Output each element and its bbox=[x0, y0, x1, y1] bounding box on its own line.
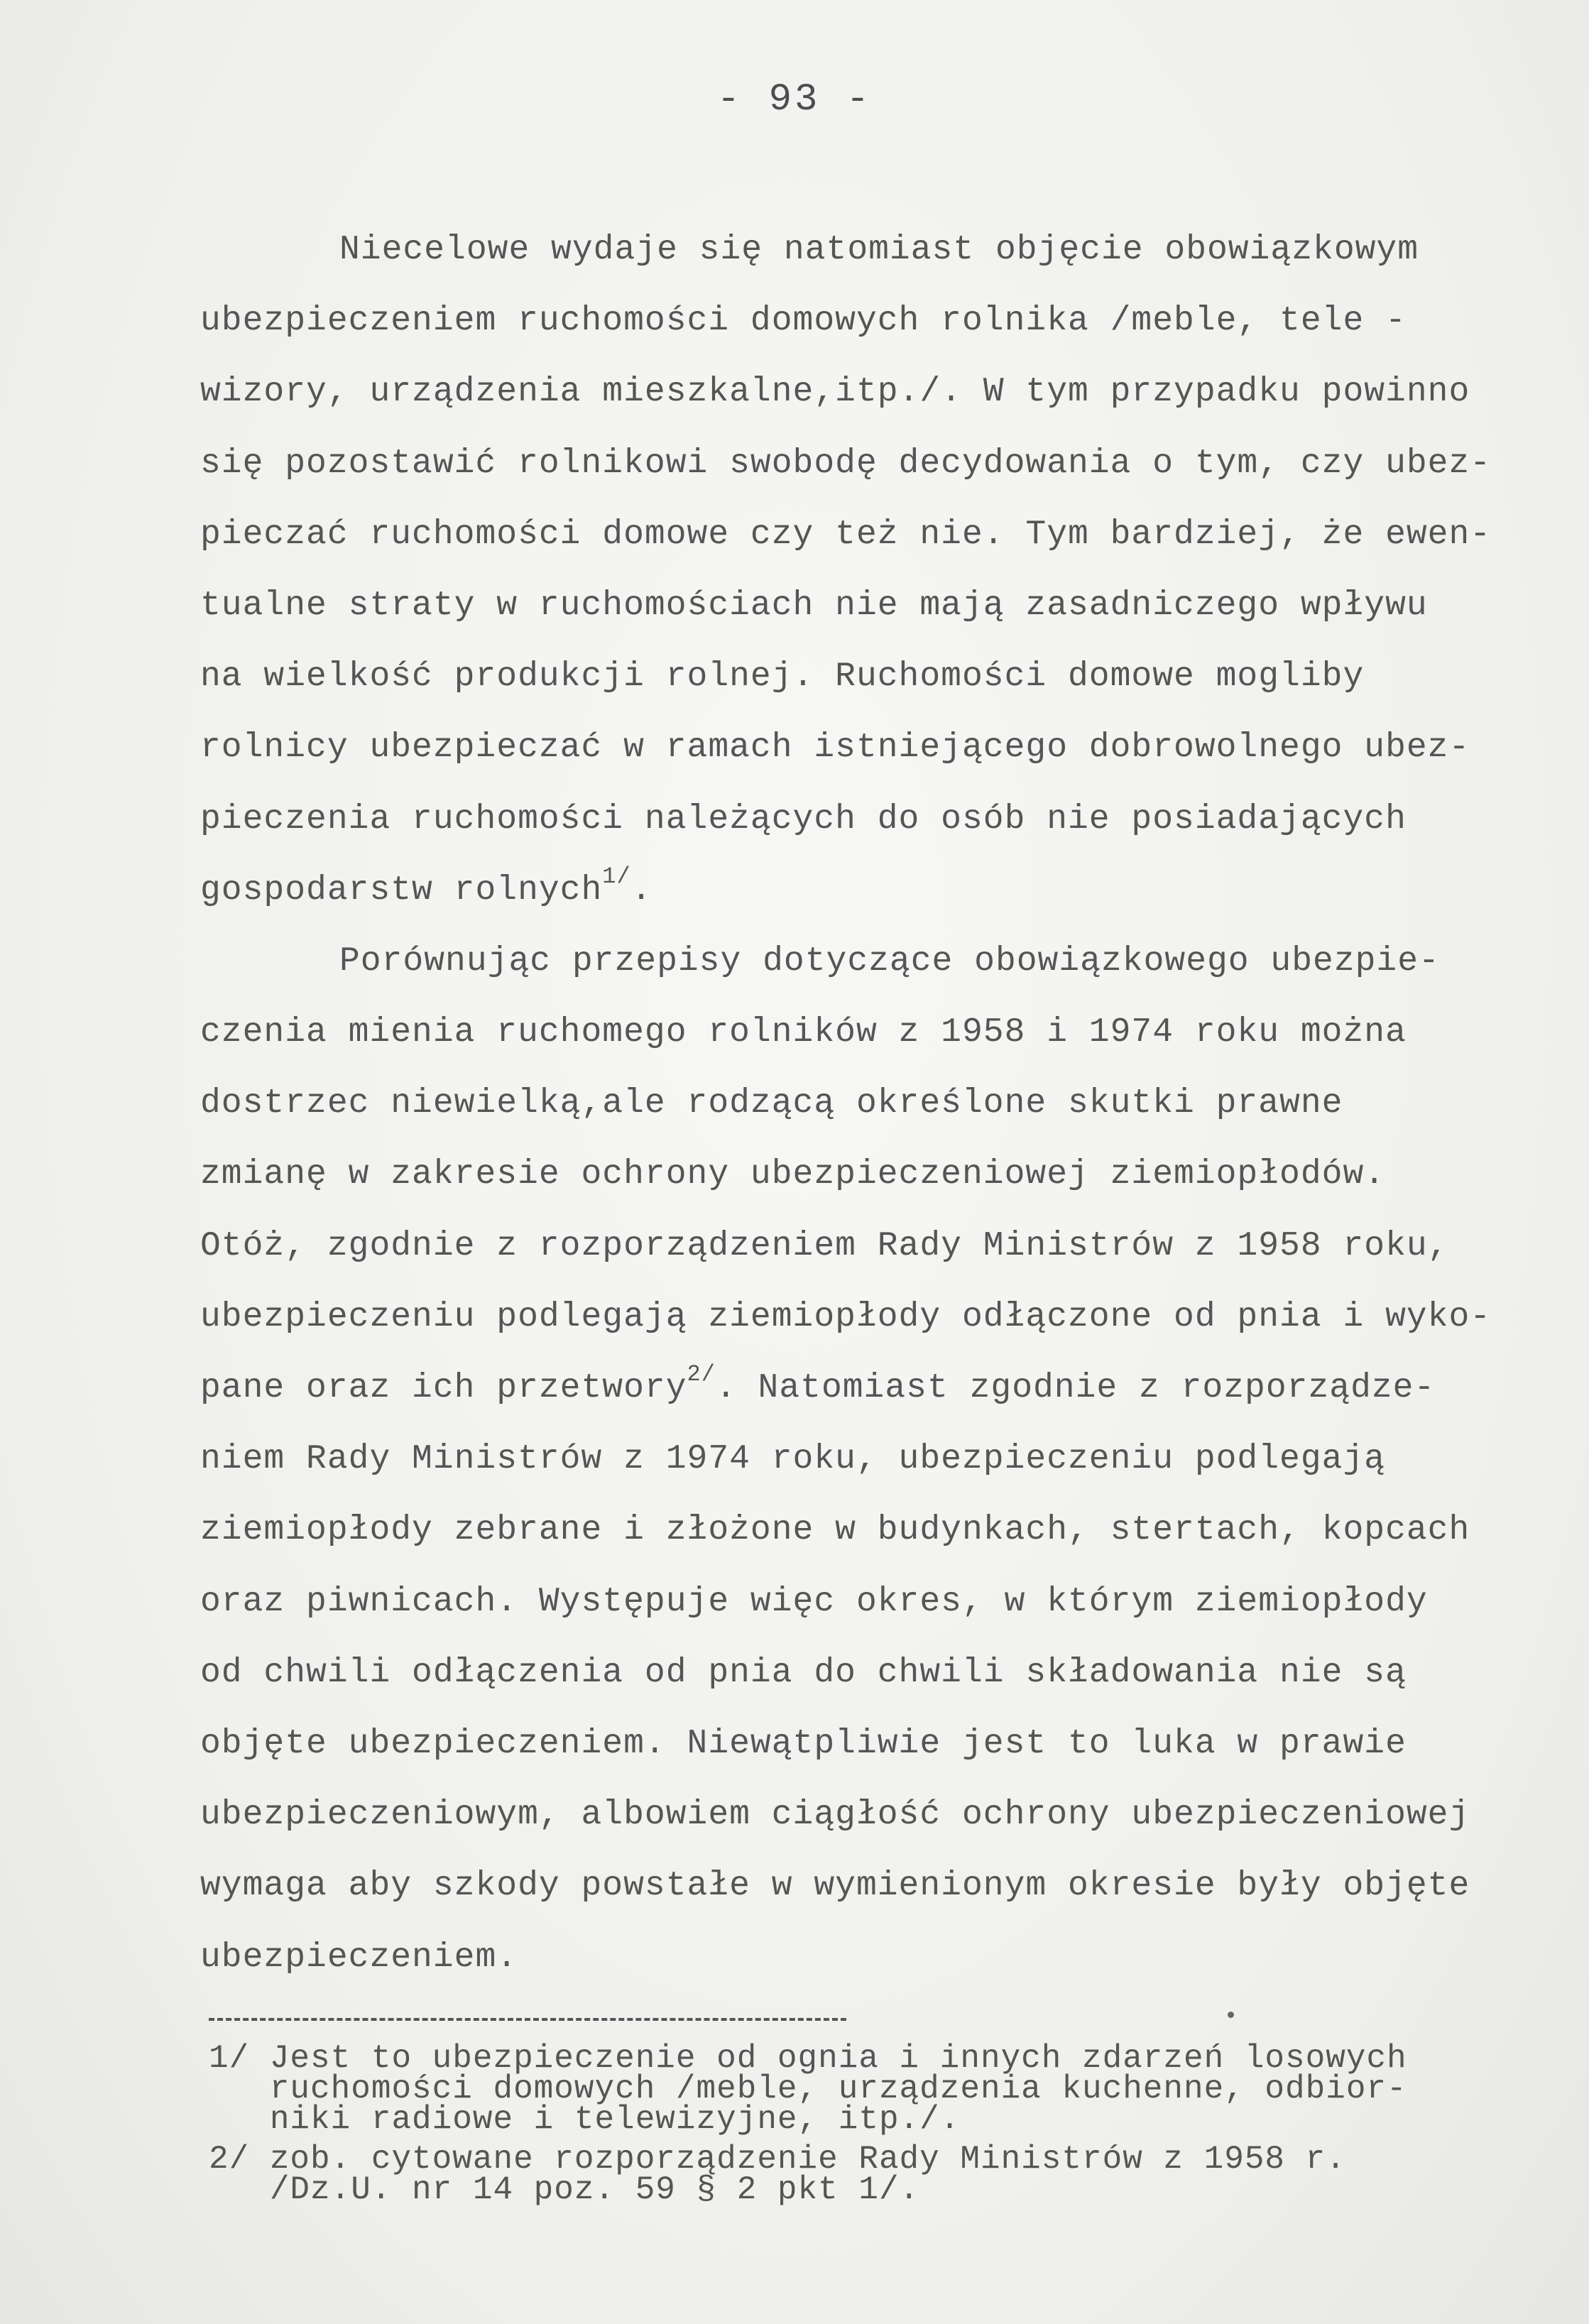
footnote-1-line: ruchomości domowych /meble, urządzenia kuchenne, odbior- bbox=[209, 2071, 1407, 2107]
footnote-2-line: 2/ zob. cytowane rozporządzenie Rady Ministrów z 1958 r. bbox=[209, 2141, 1346, 2178]
footnote-1-line: 1/ Jest to ubezpieczenie od ognia i innych zdarzeń losowych bbox=[209, 2040, 1407, 2077]
text-line: od chwili odłączenia od pnia do chwili składowania nie są bbox=[200, 1653, 1407, 1692]
text-fragment: . bbox=[630, 871, 652, 910]
footnote-2-line: /Dz.U. nr 14 poz. 59 § 2 pkt 1/. bbox=[209, 2171, 920, 2208]
text-line: Otóż, zgodnie z rozporządzeniem Rady Ministrów z 1958 roku, bbox=[200, 1226, 1449, 1265]
footnotes bbox=[209, 2040, 1558, 2208]
text-line: zmianę w zakresie ochrony ubezpieczeniowej ziemiopłodów. bbox=[200, 1155, 1386, 1194]
text-line: ubezpieczeniu podlegają ziemiopłody odłączone od pnia i wyko- bbox=[200, 1297, 1492, 1336]
text-line: się pozostawić rolnikowi swobodę decydowania o tym, czy ubez- bbox=[200, 444, 1492, 483]
text-line: rolnicy ubezpieczać w ramach istniejącego dobrowolnego ubez- bbox=[200, 729, 1470, 768]
text-line: wymaga aby szkody powstałe w wymienionym okresie były objęte bbox=[200, 1867, 1470, 1906]
text-line: wizory, urządzenia mieszkalne,itp./. W tym przypadku powinno bbox=[200, 373, 1470, 412]
footnote-ref-1: 1/ bbox=[602, 863, 631, 890]
text-line: oraz piwnicach. Występuje więc okres, w którym ziemiopłody bbox=[200, 1582, 1428, 1621]
text-line: ziemiopłody zebrane i złożone w budynkach, stertach, kopcach bbox=[200, 1511, 1470, 1550]
text-fragment: . Natomiast zgodnie z rozporządze- bbox=[715, 1369, 1436, 1407]
text-line: Porównując przepisy dotyczące obowiązkowego ubezpie- bbox=[339, 942, 1440, 981]
text-line: na wielkość produkcji rolnej. Ruchomości domowe mogliby bbox=[200, 658, 1365, 697]
text-line: czenia mienia ruchomego rolników z 1958 i 1974 roku można bbox=[200, 1013, 1407, 1052]
text-line: ubezpieczeniem. bbox=[200, 1938, 518, 1977]
body-text bbox=[200, 214, 1549, 1993]
text-line: ubezpieczeniowym, albowiem ciągłość ochrony ubezpieczeniowej bbox=[200, 1796, 1470, 1835]
footnote-separator bbox=[209, 2018, 846, 2021]
text-fragment: pane oraz ich przetwory bbox=[200, 1369, 687, 1407]
text-fragment: gospodarstw rolnych bbox=[200, 871, 603, 910]
text-line: tualne straty w ruchomościach nie mają zasadniczego wpływu bbox=[200, 586, 1428, 625]
footnote-1-line: niki radiowe i telewizyjne, itp./. bbox=[209, 2101, 961, 2138]
text-line: objęte ubezpieczeniem. Niewątpliwie jest to luka w prawie bbox=[200, 1724, 1407, 1763]
text-line: pieczenia ruchomości należących do osób nie posiadających bbox=[200, 800, 1407, 839]
text-line: Niecelowe wydaje się natomiast objęcie obowiązkowym bbox=[339, 231, 1419, 269]
text-line bbox=[200, 1353, 1549, 1424]
text-line bbox=[200, 855, 1549, 926]
text-line: ubezpieczeniem ruchomości domowych rolnika /meble, tele - bbox=[200, 302, 1407, 341]
text-line: pieczać ruchomości domowe czy też nie. Tym bardziej, że ewen- bbox=[200, 515, 1492, 554]
ink-speck bbox=[1228, 2012, 1234, 2018]
page-number: - 93 - bbox=[716, 78, 873, 121]
text-line: dostrzec niewielką,ale rodzącą określone skutki prawne bbox=[200, 1084, 1343, 1123]
footnote-ref-2: 2/ bbox=[687, 1361, 716, 1387]
text-line: niem Rady Ministrów z 1974 roku, ubezpieczeniu podlegają bbox=[200, 1440, 1386, 1479]
